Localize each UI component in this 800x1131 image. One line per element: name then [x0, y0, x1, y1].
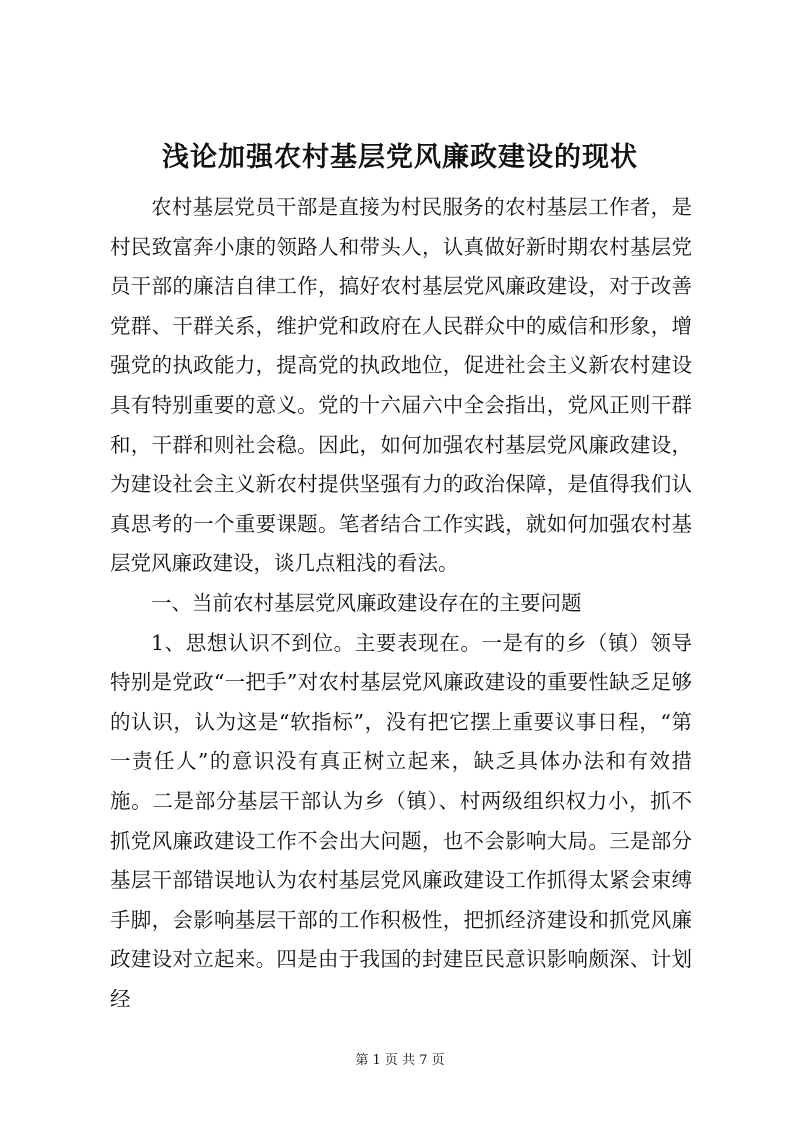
page-footer: 第 1 页 共 7 页: [355, 1053, 445, 1068]
intro-paragraph: 农村基层党员干部是直接为村民服务的农村基层工作者，是村民致富奔小康的领路人和带头人，认真做好新时期农村基层党员干部的廉洁自律工作，搞好农村基层党风廉政建设，对于改善党群、干群关系，维护党和政府在人民群众中的威信和形象，增强党的执政能力，提高党的执政地位，促进社会主义新农村建设具有特别重要的意义。党的十六届六中全会指出，党风正则干群和，干群和则社会稳。因此，如何加强农村基层党风廉政建设，为建设社会主义新农村提供坚强有力的政治保障，是值得我们认真思考的一个重要课题。笔者结合工作实践，就如何加强农村基层党风廉政建设，谈几点粗浅的看法。: [110, 195, 692, 576]
section-heading: 一、当前农村基层党风廉政建设存在的主要问题: [151, 590, 582, 615]
document-body: [110, 188, 692, 1019]
body-paragraph: 1、思想认识不到位。主要表现在。一是有的乡（镇）领导特别是党政“一把手”对农村基层党风廉政建设的重要性缺乏足够的认识，认为这是“软指标”，没有把它摆上重要议事日程，“第一责任人”的意识没有真正树立起来，缺乏具体办法和有效措施。二是部分基层干部认为乡（镇）、村两级组织权力小，抓不抓党风廉政建设工作不会出大问题，也不会影响大局。三是部分基层干部错误地认为农村基层党风廉政建设工作抓得太紧会束缚手脚，会影响基层干部的工作积极性，把抓经济建设和抓党风廉政建设对立起来。四是由于我国的封建臣民意识影响颇深、计划经: [110, 630, 692, 1011]
document-title: 浅论加强农村基层党风廉政建设的现状: [162, 142, 638, 173]
